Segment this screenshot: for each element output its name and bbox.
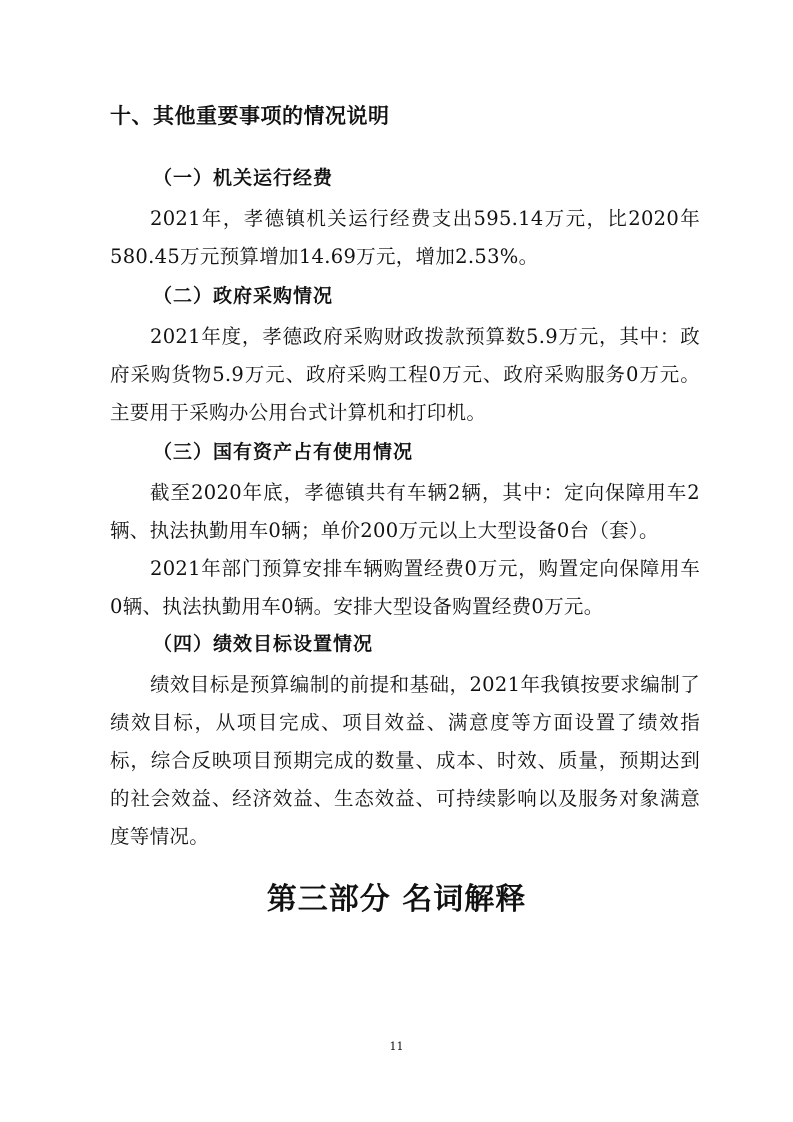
subsection-title-government-procurement: （二）政府采购情况 bbox=[153, 285, 334, 307]
part-title: 第三部分 名词解释 bbox=[266, 882, 527, 917]
paragraph-state-assets-vehicles: 截至2020年底，孝德镇共有车辆2辆，其中：定向保障用车2辆、执法执勤用车0辆；单价200万元以上大型设备0台（套）。 bbox=[110, 481, 700, 542]
paragraph-performance-goals: 绩效目标是预算编制的前提和基础，2021年我镇按要求编制了绩效目标，从项目完成、项目效益、满意度等方面设置了绩效指标，综合反映项目预期完成的数量、成本、时效、质量，预期达到的社会效益、经济效益、生态效益、可持续影响以及服务对象满意度等情况。 bbox=[110, 673, 700, 848]
paragraph-operating-expenses: 2021年，孝德镇机关运行经费支出595.14万元，比2020年580.45万元预算增加14.69万元，增加2.53%。 bbox=[110, 207, 700, 268]
subsection-title-state-assets: （三）国有资产占有使用情况 bbox=[153, 441, 414, 463]
subsection-title-performance-goals: （四）绩效目标设置情况 bbox=[153, 633, 374, 655]
section-heading: 十、其他重要事项的情况说明 bbox=[110, 104, 390, 128]
subsection-title-operating-expenses: （一）机关运行经费 bbox=[153, 167, 334, 189]
page-number: 11 bbox=[389, 1040, 404, 1053]
paragraph-government-procurement: 2021年度，孝德政府采购财政拨款预算数5.9万元，其中：政府采购货物5.9万元、政府采购工程0万元、政府采购服务0万元。主要用于采购办公用台式计算机和打印机。 bbox=[110, 325, 700, 424]
paragraph-state-assets-budget: 2021年部门预算安排车辆购置经费0万元，购置定向保障用车0辆、执法执勤用车0辆。安排大型设备购置经费0万元。 bbox=[110, 557, 700, 618]
